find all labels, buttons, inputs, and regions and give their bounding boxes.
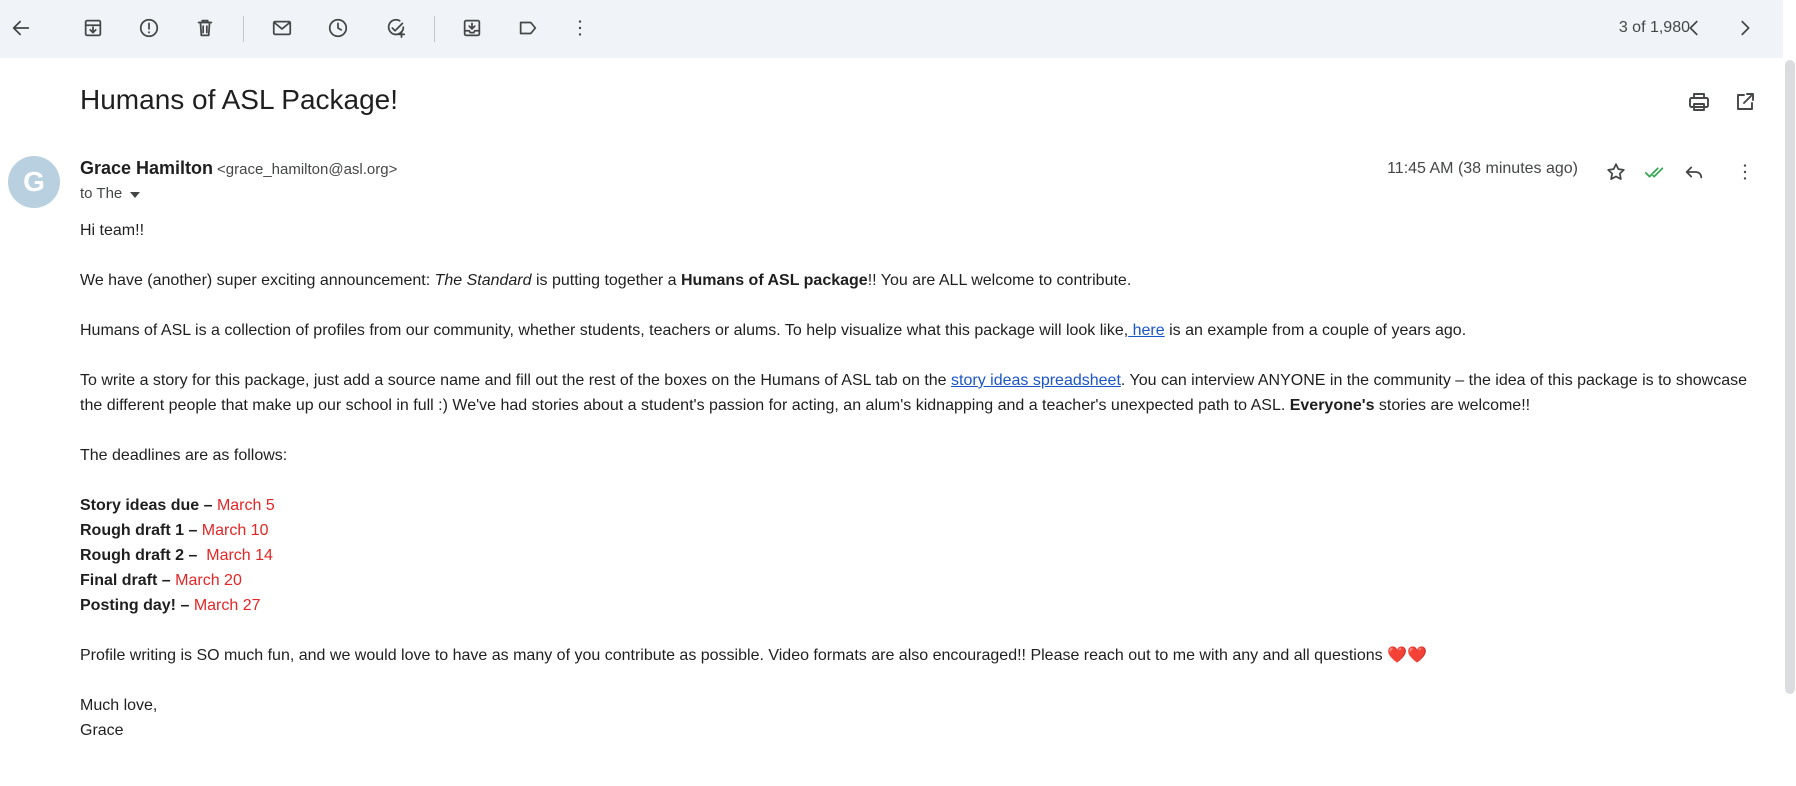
email-timestamp: 11:45 AM (38 minutes ago) [1387, 160, 1578, 177]
closing-paragraph [80, 643, 1770, 668]
report-spam-button[interactable] [131, 10, 167, 46]
label-icon [517, 17, 539, 39]
signature: Grace [80, 722, 124, 739]
older-icon [1734, 17, 1756, 39]
heart-emoji-icon: ❤️❤️ [1387, 647, 1427, 664]
more-options-button[interactable] [562, 10, 598, 46]
greeting: Hi team!! [80, 222, 145, 239]
snooze-button[interactable] [320, 10, 356, 46]
deadline-item [80, 572, 242, 589]
print-all-button[interactable] [1685, 88, 1713, 116]
archive-button[interactable] [75, 10, 111, 46]
deadline-date: March 20 [175, 572, 242, 589]
reply-button[interactable] [1680, 158, 1708, 186]
delete-icon [194, 17, 216, 39]
archive-icon [82, 17, 104, 39]
back-arrow-icon [10, 17, 32, 39]
announcement-paragraph [80, 268, 1770, 293]
description-paragraph [80, 318, 1770, 343]
deadline-item [80, 522, 269, 539]
print-icon [1687, 90, 1711, 114]
deadline-label: Final draft – [80, 572, 171, 589]
deadline-label: Story ideas due – [80, 497, 213, 514]
publication-name: The Standard [434, 272, 532, 289]
deadline-label: Posting day! – [80, 597, 190, 614]
sender-line [80, 158, 397, 179]
email-subject: Humans of ASL Package! [80, 84, 399, 115]
deadline-item [80, 497, 275, 514]
delete-button[interactable] [187, 10, 223, 46]
deadline-date: March 10 [201, 522, 269, 539]
older-button[interactable] [1727, 10, 1763, 46]
newer-button[interactable] [1676, 10, 1712, 46]
recipients-toggle[interactable] [80, 185, 140, 202]
toolbar-divider [243, 16, 244, 42]
avatar[interactable]: G [8, 156, 60, 208]
more-vert-icon [569, 17, 591, 39]
example-link[interactable]: here [1128, 322, 1165, 339]
emphasis-text: Everyone's [1289, 397, 1375, 414]
scrollbar-thumb[interactable] [1785, 60, 1795, 694]
signoff: Much love, [80, 697, 158, 714]
toolbar-divider [434, 16, 435, 42]
sender-name[interactable]: Grace Hamilton [80, 158, 214, 178]
open-new-window-button[interactable] [1731, 88, 1759, 116]
deadline-item [80, 547, 273, 564]
reply-icon [1683, 161, 1705, 183]
text-span: We have (another) super exciting announcement: [80, 272, 435, 289]
report-spam-icon [138, 17, 160, 39]
read-receipt-indicator [1641, 158, 1669, 186]
mark-unread-icon [271, 17, 293, 39]
chevron-down-icon [130, 192, 140, 198]
label-button[interactable] [510, 10, 546, 46]
email-body [80, 218, 1770, 743]
add-task-button[interactable] [378, 10, 414, 46]
add-task-icon [385, 17, 407, 39]
deadline-item [80, 597, 261, 614]
text-span: stories are welcome!! [1374, 397, 1531, 414]
deadline-date: March 27 [193, 597, 261, 614]
star-icon [1605, 161, 1627, 183]
spreadsheet-link[interactable]: story ideas spreadsheet [951, 372, 1121, 389]
pager-count: 3 of 1,980 [1618, 19, 1690, 36]
star-button[interactable] [1602, 158, 1630, 186]
text-span: !! You are ALL welcome to contribute. [867, 272, 1132, 289]
message-more-options-button[interactable] [1731, 158, 1759, 186]
deadline-date: March 5 [216, 497, 275, 514]
snooze-icon [327, 17, 349, 39]
text-span: To write a story for this package, just add a source name and fill out the rest of the boxes on the Humans of ASL tab on the [80, 372, 952, 389]
package-name: Humans of ASL package [680, 272, 868, 289]
text-span: is putting together a [531, 272, 681, 289]
deadline-label: Rough draft 1 – [80, 522, 198, 539]
toolbar [0, 0, 1783, 58]
open-new-window-icon [1733, 90, 1757, 114]
instructions-paragraph [80, 368, 1770, 418]
double-check-icon [1644, 161, 1666, 183]
newer-icon [1683, 17, 1705, 39]
deadlines-intro: The deadlines are as follows: [80, 447, 288, 464]
text-span: Humans of ASL is a collection of profiles from our community, whether students, teachers or alums. To help visualize what this package will look like, [80, 322, 1129, 339]
recipients-text: to The [80, 185, 123, 202]
deadline-label: Rough draft 2 – [80, 547, 202, 564]
mark-unread-button[interactable] [264, 10, 300, 46]
move-to-icon [461, 17, 483, 39]
move-to-button[interactable] [454, 10, 490, 46]
deadlines-list [80, 493, 1770, 618]
more-vert-icon [1734, 161, 1756, 183]
deadline-date: March 14 [206, 547, 273, 564]
text-span: is an example from a couple of years ago. [1164, 322, 1467, 339]
text-span: Profile writing is SO much fun, and we would love to have as many of you contribute as possible. Video formats are also encouraged!! Please reach out to me with any and all questions [80, 647, 1388, 664]
sender-email: <grace_hamilton@asl.org> [217, 161, 398, 178]
back-button[interactable] [3, 10, 39, 46]
text-span: . You can interview ANYONE in the community – the idea of this package is to showcase the different people that make up our school in full :) We've had stories about a student's passion for acting, an alum's kidnapping and a teacher's unexpected path to ASL. [80, 372, 1748, 414]
